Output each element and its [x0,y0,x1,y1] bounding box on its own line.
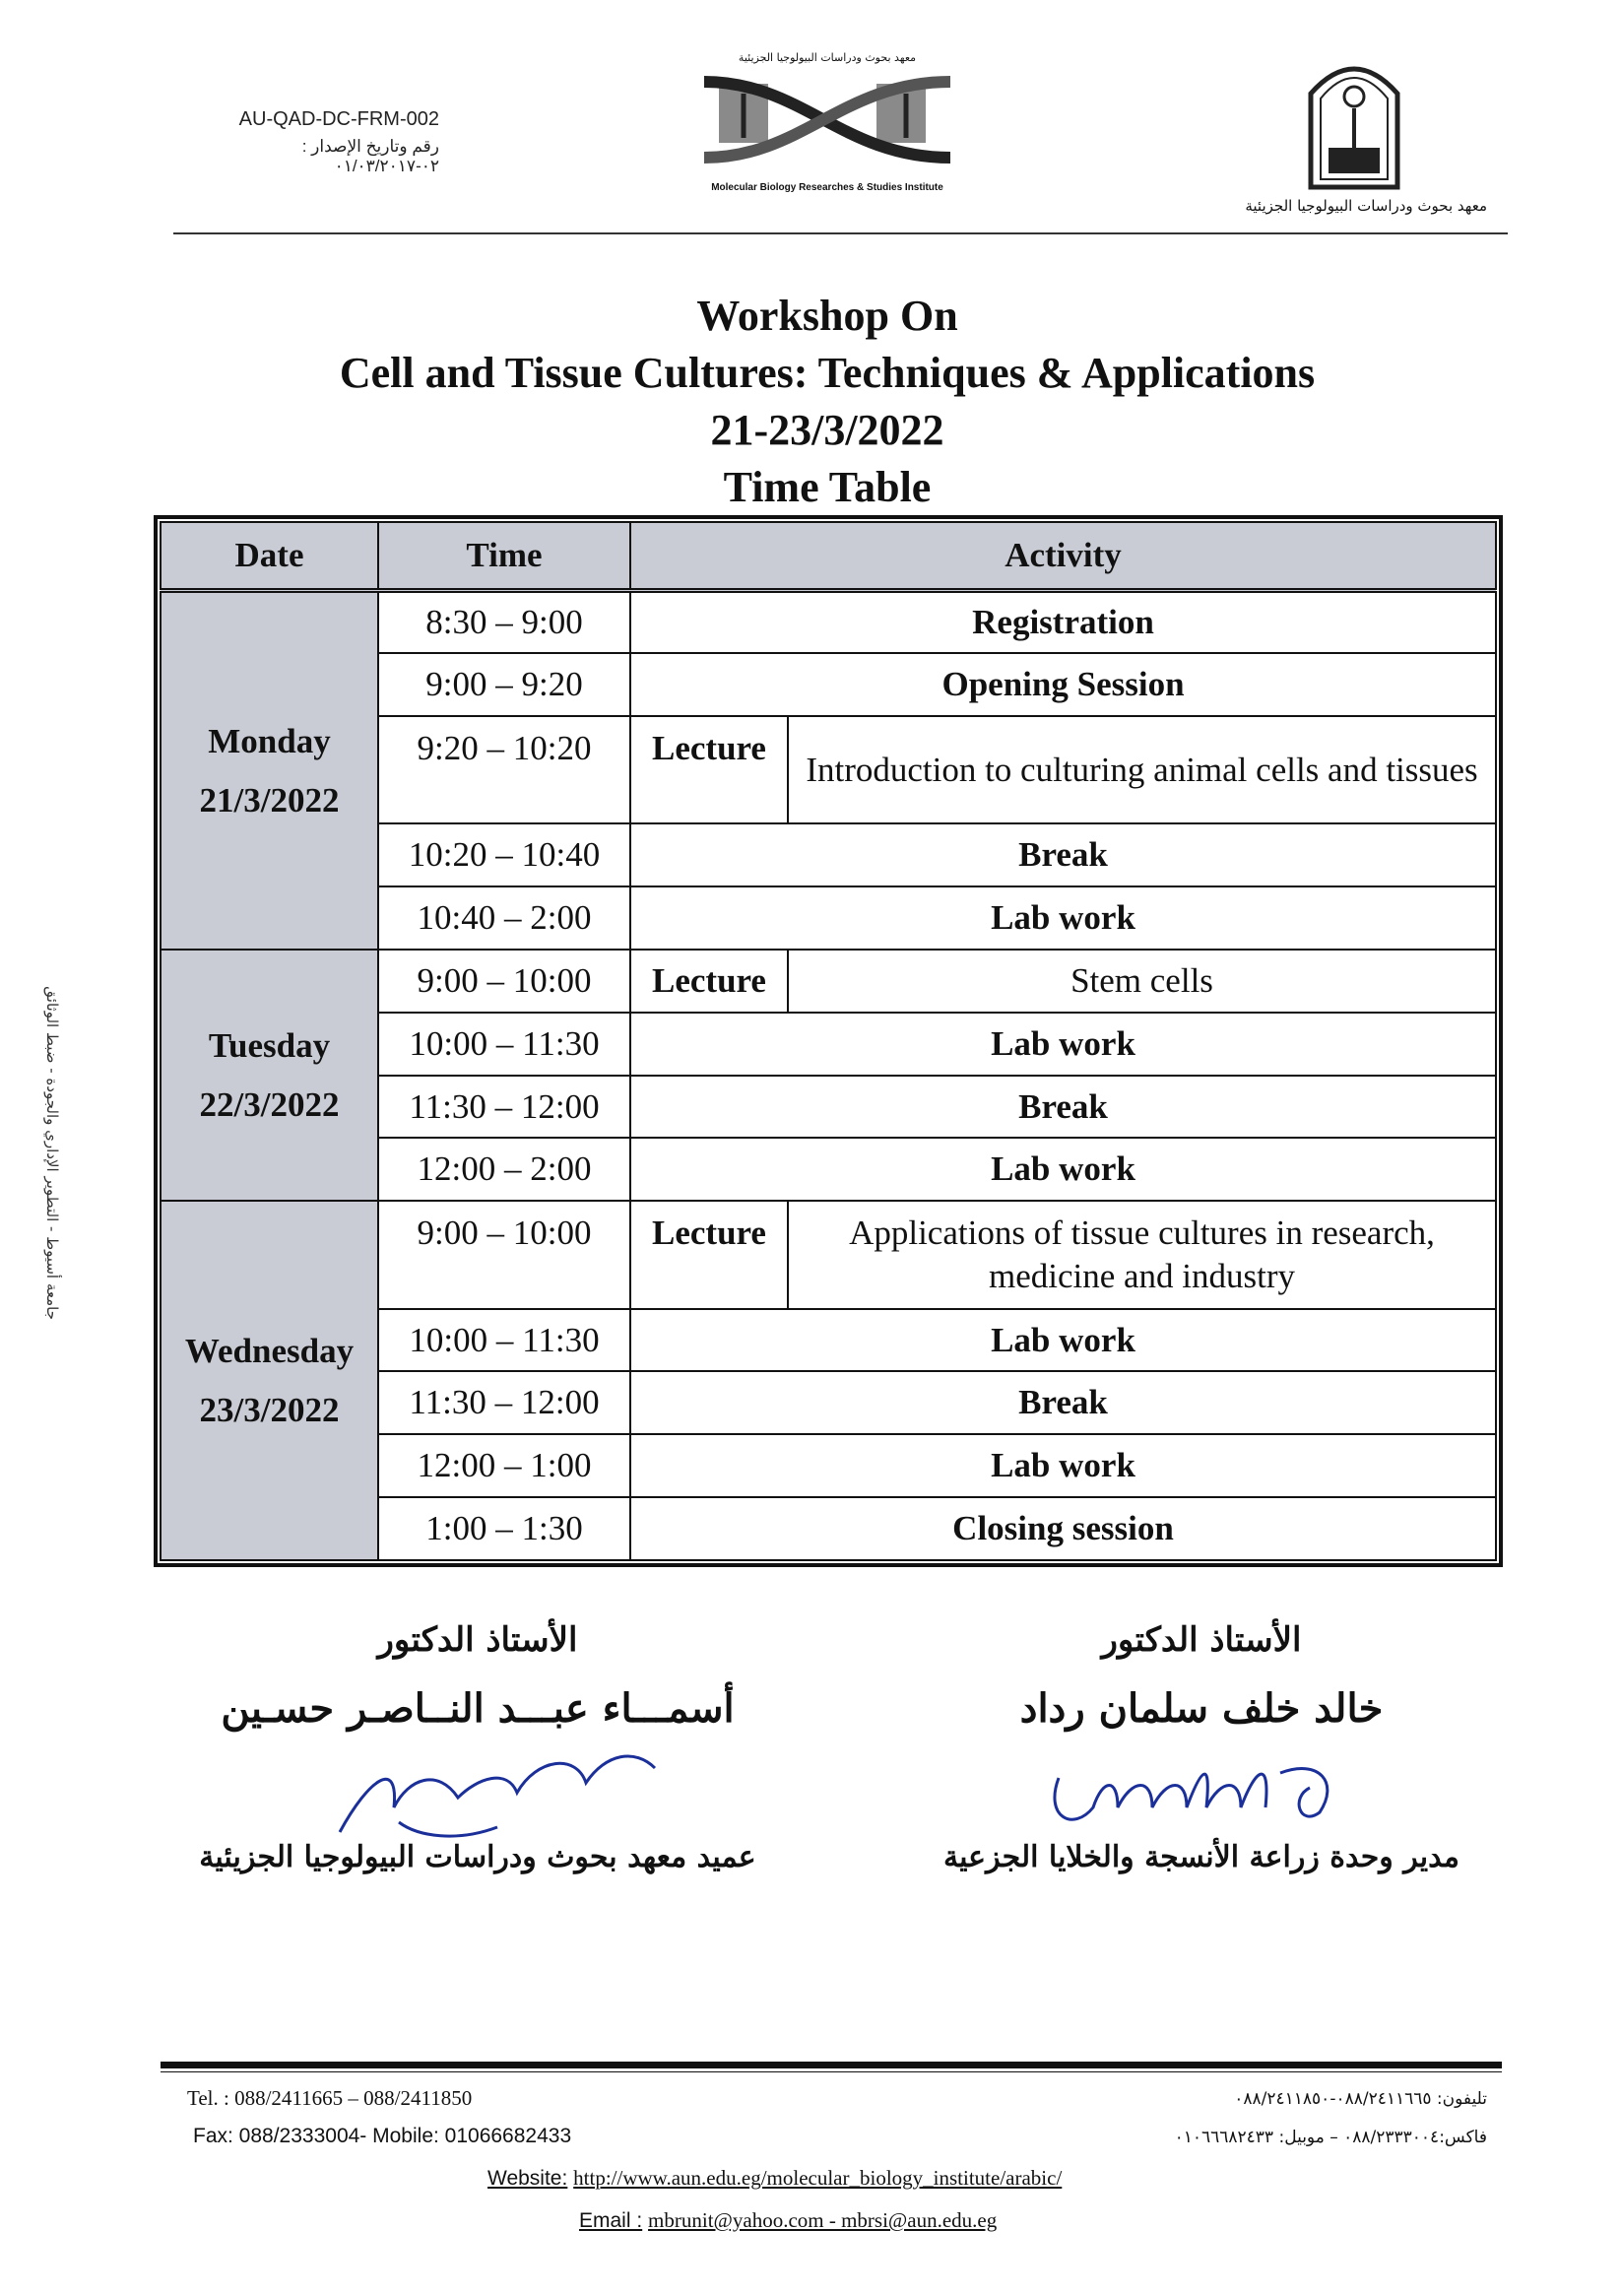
activity-cell: Registration [630,591,1496,654]
institute-name: معهد بحوث ودراسات البيولوجيا الجزيئية [1245,197,1487,215]
title-line-1: Workshop On [696,292,958,340]
time-cell: 8:30 – 9:00 [378,591,630,654]
activity-cell: Opening Session [630,653,1496,716]
time-cell: 1:00 – 1:30 [378,1497,630,1560]
email-link[interactable]: mbrunit@yahoo.com - mbrsi@aun.edu.eg [648,2208,998,2232]
signature-left-name: أسمـــاء عبـــد النــاصـر حسـين [221,1685,735,1732]
table-row [161,591,1496,654]
institute-logo-english: Molecular Biology Researches & Studies Institute [711,182,943,193]
footer-tel-arabic: تليفون: ٠٨٨/٢٤١١٦٦٥-٠٨٨/٢٤١١٨٥٠ [1234,2089,1487,2109]
time-cell: 12:00 – 2:00 [378,1138,630,1201]
activity-cell: Closing session [630,1497,1496,1560]
signature-right [906,1620,1497,1874]
time-cell: 10:00 – 11:30 [378,1309,630,1372]
title-line-4: Time Table [723,463,932,511]
activity-cell: Stem cells [788,950,1496,1013]
signature-right-role: مدير وحدة زراعة الأنسجة والخلايا الجزعية [943,1840,1459,1874]
signature-left-title: الأستاذ الدكتور [377,1620,578,1660]
activity-cell: Introduction to culturing animal cells and tissues [788,716,1496,823]
header-divider [173,232,1508,234]
date-cell [161,950,378,1201]
side-vertical-text: جامعة أسيوط - التطوير الإداري والجودة - ضبط الوثائق [43,986,61,1320]
date-cell [161,1201,378,1560]
header-activity: Activity [630,522,1496,591]
time-cell: 12:00 – 1:00 [378,1434,630,1497]
time-cell: 10:20 – 10:40 [378,823,630,886]
day-name: Wednesday [184,1331,355,1370]
activity-cell: Lab work [630,886,1496,950]
date-cell [161,591,378,951]
title-block [148,288,1507,516]
time-cell: 10:40 – 2:00 [378,886,630,950]
signature-left [162,1620,793,1874]
website-link[interactable]: http://www.aun.edu.eg/molecular_biology_institute/arabic/ [573,2166,1063,2190]
footer-divider-thin [161,2071,1502,2072]
day-name: Tuesday [208,1025,331,1065]
table-row [161,950,1496,1013]
footer-fax-arabic: فاكس:٠٨٨/٢٣٣٣٠٠٤ – موبيل: ٠١٠٦٦٦٨٢٤٣٣ [1174,2128,1487,2147]
time-cell: 9:00 – 10:00 [378,1201,630,1308]
institute-logo [684,51,970,204]
time-cell: 10:00 – 11:30 [378,1013,630,1076]
title-line-2: Cell and Tissue Cultures: Techniques & Applications [339,349,1316,397]
session-type-cell: Lecture [630,716,788,823]
signature-left-role: عميد معهد بحوث ودراسات البيولوجيا الجزيئية [199,1840,756,1874]
activity-cell: Lab work [630,1434,1496,1497]
time-cell: 9:20 – 10:20 [378,716,630,823]
time-cell: 11:30 – 12:00 [378,1076,630,1139]
table-row [161,1201,1496,1308]
dna-logo-icon [684,64,970,177]
activity-cell: Lab work [630,1309,1496,1372]
university-seal-icon [1305,49,1403,192]
footer-divider [161,2062,1502,2068]
activity-cell: Applications of tissue cultures in research, medicine and industry [788,1201,1496,1308]
university-logo [1305,49,1403,192]
title-line-3: 21-23/3/2022 [710,406,944,454]
signature-right-name: خالد خلف سلمان رداد [1019,1685,1384,1732]
email-label: Email : [579,2209,643,2232]
time-cell: 9:00 – 10:00 [378,950,630,1013]
footer-email-line [579,2208,997,2233]
website-label: Website: [487,2167,568,2190]
day-date: 23/3/2022 [199,1390,340,1429]
footer-website-line [487,2166,1062,2191]
signature-left-handwriting [162,1738,793,1847]
signature-right-handwriting [906,1738,1497,1847]
header-date: Date [161,522,378,591]
activity-cell: Break [630,1076,1496,1139]
activity-cell: Break [630,1371,1496,1434]
signature-right-title: الأستاذ الدكتور [1101,1620,1302,1660]
session-type-cell: Lecture [630,1201,788,1308]
header-time: Time [378,522,630,591]
day-date: 21/3/2022 [199,780,340,820]
activity-cell: Lab work [630,1013,1496,1076]
time-table [154,515,1503,1567]
day-date: 22/3/2022 [199,1084,340,1124]
document-code: AU-QAD-DC-FRM-002 [238,108,439,130]
time-cell: 9:00 – 9:20 [378,653,630,716]
footer-fax: Fax: 088/2333004- Mobile: 01066682433 [193,2125,572,2147]
institute-logo-arabic: معهد بحوث ودراسات البيولوجيا الجزيئية [738,51,917,64]
day-name: Monday [208,721,331,760]
session-type-cell: Lecture [630,950,788,1013]
time-cell: 11:30 – 12:00 [378,1371,630,1434]
activity-cell: Lab work [630,1138,1496,1201]
activity-cell: Break [630,823,1496,886]
footer-tel: Tel. : 088/2411665 – 088/2411850 [187,2086,473,2110]
issue-date-line: رقم وتاريخ الإصدار : ٠٢-٠١/٠٣/٢٠١٧ [301,137,439,175]
document-code-block [213,108,439,176]
